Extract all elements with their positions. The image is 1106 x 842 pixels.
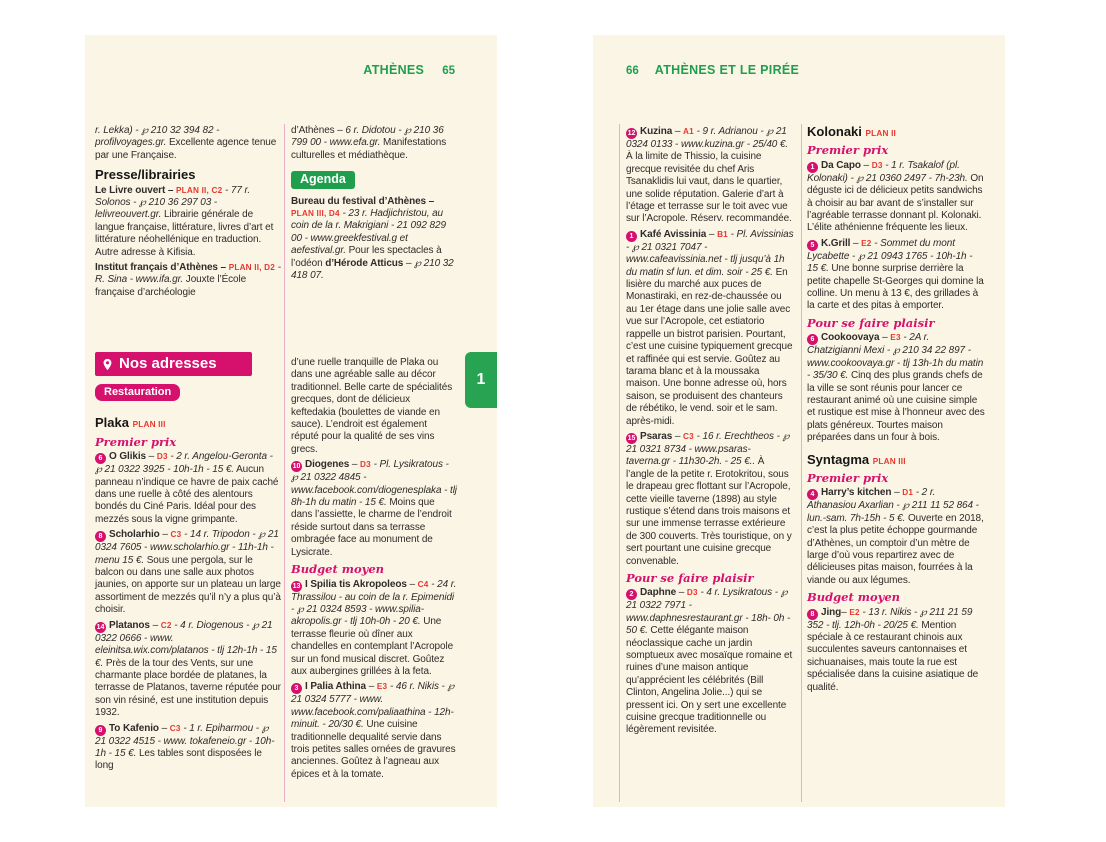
listing-text: Une cuisine traditionnelle dequalité servie dans trois petites salles ornées de gravures anciennes. Goûtez à l’agneau aux épices et à la tomate. — [291, 719, 456, 780]
price-category-heading: Budget moyen — [807, 590, 900, 605]
paragraph — [95, 262, 281, 299]
listing-details: - 2A r. Chatzigianni Mexi - ℘ 210 34 22 897 - www.cookoovaya.gr - tlj 13h-1h du matin - 35/30 €. — [807, 332, 984, 382]
listing-text: – — [403, 257, 415, 269]
plan-reference: C3 — [170, 530, 182, 540]
listing-text: d’une ruelle tranquille de Plaka ou dans une agréable salle au décor traditionnel. Belle carte de spécialités grecques, dont de délicieux keftedakia (boulettes de viande en sauce). L’endroit est également réputé pour la qualité de ses vins grecs. — [291, 357, 453, 455]
listing-details: - 2 r. Athanasiou Axarlian - ℘ 211 11 52 864 - lun.-sam. 7h-15h - 5 €. — [807, 487, 979, 524]
listing-text: On déguste ici de délicieux petits sandwichs à choisir au bar avant de s’installer sur l’agréable terrasse donnant pl. Kolonaki. L’élite athénienne fréquente les lieux. — [807, 172, 984, 234]
plan-reference: D3 — [360, 460, 371, 470]
plan-reference: C2 — [160, 620, 172, 630]
listing-name: Kafé Avissinia — [640, 228, 707, 240]
map-marker-badge: 8 — [95, 531, 106, 542]
map-marker-badge: 4 — [807, 489, 818, 500]
running-header — [626, 61, 799, 79]
page-title: ATHÈNES — [363, 63, 425, 77]
listing-text: – — [706, 228, 718, 240]
listing-details: - 24 r. Thrassilou - au coin de la r. Epimenidi - ℘ 21 0324 8593 - www.spilia-akropolis.gr - tlj 10h-0h - 20 €. — [291, 578, 457, 628]
listing-name: Jing — [821, 606, 842, 618]
price-category-heading: Premier prix — [95, 434, 177, 449]
listing-name: Le Livre ouvert – — [95, 184, 177, 196]
agenda-box: Agenda — [291, 171, 355, 188]
listing-text: – — [406, 578, 418, 590]
plan-reference: PLAN II, D2 — [228, 263, 276, 273]
district-heading — [95, 417, 281, 431]
plan-reference: PLAN II — [865, 129, 897, 138]
listing-text: Excellente agence tenue par une Française. — [95, 137, 277, 161]
listing-details: - 2 r. Angelou-Geronta - ℘ 21 0322 3925 - 10h-1h - 15 €. — [95, 451, 273, 476]
listing-text: – — [850, 237, 862, 249]
map-marker-badge: 15 — [627, 434, 636, 442]
listing-details: - 14 r. Tripodon - ℘ 21 0324 7605 - www.scholarhio.gr - 11h-1h - menu 15 €. — [95, 529, 279, 566]
category-pill: Restauration — [95, 384, 180, 401]
price-category-heading: Premier prix — [807, 470, 889, 485]
map-marker-badge: 6 — [807, 334, 818, 345]
paragraph — [291, 125, 457, 162]
listing-name: O Glikis — [109, 451, 146, 463]
listing-text: Pour les spectacles à l’odéon — [291, 245, 442, 269]
plan-reference: PLAN III — [132, 420, 166, 430]
listing-text: À l’angle de la petite r. Erotokritou, sous le drapeau grec flottant sur l’Acropole, cette vieille taverne (1898) au style rustique s’étend dans trois maisons et sur une immense terrasse extérieure de 300 couverts. Très touristique, on y sert pourtant une cuisine grecque convenable. — [626, 456, 792, 567]
map-marker-badge: 14 — [96, 623, 105, 631]
listing-item — [95, 620, 281, 720]
listing-text: Librairie générale de langue française, littérature, livres d’art et littérature néohellénique en traduction. Autre adresse à Kifisia. — [95, 209, 274, 258]
listing-name: Daphne — [640, 587, 677, 599]
listing-item — [95, 723, 281, 773]
listing-details: - 16 r. Erechtheos - ℘ 21 0321 8734 - www.psaras-taverna.gr - 11h30-2h. - 25 €.. — [626, 430, 790, 468]
listing-text: – — [158, 722, 170, 734]
map-marker-badge: 6 — [95, 453, 106, 464]
map-marker-badge: 1 — [626, 231, 637, 242]
price-category-heading: Budget moyen — [291, 562, 384, 577]
listing-text: – — [672, 126, 684, 137]
listing-details: - 9 r. Adrianou - ℘ 21 0324 0133 - www.kuzina.gr - 25/40 €. — [626, 126, 789, 150]
page-number: 66 — [626, 65, 639, 77]
listing-text: Les tables sont disposées le long — [95, 747, 262, 772]
listing-text: Sous une pergola, sur le balcon ou dans une salle aux photos jaunies, on apporte sur un plateau un large assortiment de mezzés qu’il n’y a plus qu’à choisir. — [95, 554, 281, 616]
listing-text: – — [149, 619, 161, 631]
listing-name: Kuzina — [640, 126, 673, 137]
text-column — [291, 357, 457, 784]
listing-item — [626, 126, 794, 226]
listing-name: Bureau du festival d’Athènes – — [291, 195, 435, 207]
section-heading: Presse/librairies — [95, 167, 196, 183]
listing-name: Harry’s kitchen — [821, 487, 892, 499]
map-marker-badge: 9 — [95, 725, 106, 736]
map-marker-badge: 13 — [292, 582, 301, 590]
paragraph — [291, 196, 457, 283]
district-heading — [807, 451, 985, 468]
plan-reference: PLAN III — [872, 456, 906, 466]
plan-reference: PLAN III, D4 — [291, 209, 340, 219]
listing-details: - 46 r. Nikis - ℘ 21 0324 5777 - www. www.facebook.com/paliaathina - 12h-minuit. - 20/30 €. — [291, 681, 455, 731]
listing-details: - Sommet du mont Lycabette - ℘ 21 0943 1765 - 10h-1h - 15 €. — [807, 237, 973, 275]
banner-label: Nos adresses — [119, 354, 217, 372]
plan-reference: D3 — [871, 160, 883, 170]
listing-name: Institut français d’Athènes – — [95, 262, 229, 274]
chapter-number: 1 — [476, 371, 486, 388]
listing-name: Cookoovaya — [821, 332, 880, 344]
plan-reference: E2 — [849, 607, 860, 617]
listing-text: Ouverte en 2018, c’est la plus petite échoppe gourmande d’Athènes, un comptoir d’un mètre de large d’où vous repartirez avec de délicieuses pitas maison, fourrées à la viande ou aux légumes. — [807, 512, 984, 586]
listing-item — [807, 160, 985, 235]
listing-text: – — [860, 159, 872, 171]
plan-reference: A1 — [683, 127, 694, 136]
map-marker-badge: 5 — [807, 240, 818, 251]
listing-details: - 4 r. Diogenous - ℘ 21 0322 0666 - www. eleinitsa.wix.com/platanos - tlj 12h-1h - 15 €. — [95, 619, 277, 669]
listing-text: – — [366, 681, 377, 693]
listing-text: Près de la tour des Vents, sur une charmante place bordée de platanes, la terrasse de Platanos, taverne réputée pour son vin résiné, est une institution depuis 1932. — [95, 657, 281, 719]
listing-item — [626, 431, 794, 568]
listing-name: Syntagma — [807, 451, 873, 467]
district-heading — [807, 126, 985, 140]
map-marker-badge: 3 — [291, 683, 302, 694]
map-marker-badge: 1 — [807, 162, 818, 173]
page-title: ATHÈNES ET LE PIRÉE — [654, 63, 800, 77]
listing-name: K.Grill — [821, 237, 851, 249]
listing-text: – — [159, 529, 171, 541]
text-column — [95, 352, 281, 776]
listing-name: Plaka — [95, 415, 133, 431]
listing-details: - 4 r. Lysikratous - ℘ 21 0322 7971 - www.daphnesrestaurant.gr - 18h- 0h - 50 €. — [626, 587, 791, 637]
listing-name: Diogenes — [305, 459, 350, 471]
column-divider-line — [619, 124, 620, 802]
text-column — [291, 125, 457, 285]
listing-details: - R. Sina - www.ifa.gr. — [95, 262, 281, 286]
map-marker-badge: 2 — [626, 589, 637, 600]
plan-reference: D3 — [156, 452, 168, 462]
listing-text: Mention spéciale à ce restaurant chinois aux succulentes saveurs cantonnaises et sichuanaises, mais toute la rue est spécialisée dans la cuisine asiatique de qualité. — [807, 619, 979, 693]
listing-item — [807, 607, 985, 694]
pill-row — [95, 384, 281, 408]
listing-text: À la limite de Thissio, la cuisine grecque revisitée du chef Aris Tsanaklidis lui vaut, dans le quartier, une solide réputation. Galerie d’art à l’étage et terrasse sur le toit avec vue sur l’Acropole. Réserv. recommandée. — [626, 151, 792, 225]
listing-text: Une terrasse fleurie où dîner aux chandelles en contemplant l’Acropole sur un fond musical discret. Goûtez aux aubergines grillées à la feta. — [291, 616, 454, 677]
paragraph — [291, 357, 457, 456]
plan-reference: B1 — [717, 229, 728, 239]
plan-reference: E3 — [890, 333, 901, 343]
listing-text: – — [891, 487, 903, 499]
listing-text: – — [672, 430, 684, 442]
listing-details: - 77 r. Solonos - ℘ 210 36 297 03 - lelivreouvert.gr. — [95, 184, 251, 221]
listing-name: I Palia Athina — [305, 681, 367, 693]
listing-details: - 1 r. Tsakalof (pl. Kolonaki) - ℘ 21 0360 2497 - 7h-23h. — [807, 159, 968, 184]
listing-item — [291, 681, 457, 781]
listing-text: – — [146, 451, 157, 463]
listing-text: Cinq des plus grands chefs de la ville se sont réunis pour lancer ce restaurant animé où une cuisine simple et rustique est mise à l’honneur avec des plats généreux. Tourtes maison préparées dans un four à bois. — [807, 370, 985, 444]
listing-details: r. Lekka) - ℘ 210 32 394 82 - profilvoyages.gr. — [95, 125, 220, 149]
listing-text: – — [841, 606, 850, 618]
listing-details: 6 r. Didotou - ℘ 210 36 799 00 - www.efa.gr. — [291, 125, 444, 149]
price-category-heading: Pour se faire plaisir — [807, 315, 935, 330]
plan-reference: PLAN II, C2 — [176, 185, 223, 195]
listing-name: Psaras — [640, 430, 673, 442]
plan-reference: C3 — [169, 723, 181, 733]
listing-item — [807, 238, 985, 313]
listing-text: Une bonne surprise derrière la petite chapelle St-Georges qui domine la colline. Un menu à 13 €, des grillades à la carte et des pitas à emporter. — [807, 263, 984, 312]
listing-item — [291, 459, 457, 559]
listing-name: Scholarhio — [109, 529, 160, 541]
column-divider-line — [801, 124, 802, 802]
listing-text: Cette élégante maison néoclassique cache un jardin somptueux avec mosaïque romaine et ruines d’une maison antique qu’apprécient les célébrités (Bill Clinton, Angelina Jolie...) qui se pressent ici. On y sert une excellente cuisine grecque traditionnelle ou légèrement revisitée. — [626, 625, 793, 736]
location-pin-icon — [101, 358, 114, 371]
listing-name: d’Hérode Atticus — [325, 257, 404, 269]
listing-item — [807, 332, 985, 444]
page-right — [593, 35, 1005, 807]
nos-adresses-banner — [95, 352, 252, 376]
running-header — [363, 61, 455, 79]
plan-reference: C3 — [683, 431, 694, 441]
listing-name: I Spilia tis Akropoleos — [305, 578, 407, 590]
chapter-thumb-tab — [465, 352, 497, 408]
plan-reference: D3 — [686, 588, 698, 598]
page-number: 65 — [442, 65, 455, 77]
listing-name: Kolonaki — [807, 124, 866, 139]
plan-reference: D1 — [902, 488, 914, 498]
listing-name: Platanos — [109, 619, 150, 631]
paragraph — [95, 185, 281, 259]
listing-name: To Kafenio — [109, 722, 159, 734]
listing-details: ℘ 210 32 418 07. — [291, 257, 454, 282]
plan-reference: C4 — [417, 579, 429, 589]
column-divider-line — [284, 124, 285, 802]
plan-reference: E2 — [861, 238, 872, 248]
listing-text: En lisière du marché aux puces de Monastiraki, en rez-de-chaussée ou au 1er étage dans une jolie salle avec vue sur l’Acropole, cet estiatorio rappelle un bistrot parisien. Pourtant, c’est une cuisine typiquement grecque et raffinée qui est servie. Goûtez au tarama blanc et à la moussaka maison. Une bonne adresse où, hors saison, se produisent des chanteurs de rébétiko, le vend. soir et le sam. après-midi. — [626, 266, 793, 427]
text-column — [626, 126, 794, 740]
listing-text: d’Athènes – — [291, 125, 346, 136]
map-marker-badge: 10 — [292, 463, 301, 471]
listing-details: - Pl. Lysikratous - ℘ 21 0322 4845 - www.facebook.com/diogenesplaka - tlj 8h-1h du matin - 15 €. — [291, 459, 457, 509]
page-left — [85, 35, 497, 807]
price-category-heading: Premier prix — [807, 143, 889, 158]
listing-details: - 13 r. Nikis - ℘ 211 21 59 352 - tlj. 12h-0h - 20/25 €. — [807, 606, 973, 631]
listing-text: – — [676, 587, 687, 599]
listing-item — [95, 529, 281, 616]
price-category-heading: Pour se faire plaisir — [626, 571, 754, 585]
text-column — [807, 126, 985, 697]
listing-text: Moins que dans l’assiette, le charme de l’endroit réside surtout dans sa terrasse ombragée face au monument de Lysicrate. — [291, 497, 452, 558]
text-column — [95, 125, 281, 302]
listing-details: - Pl. Avissinias - ℘ 21 0321 7047 - www.cafeavissinia.net - tlj jusqu’à 1h du matin sf lun. et dim. soir - 25 €. — [626, 228, 794, 278]
listing-item — [807, 487, 985, 587]
listing-item — [95, 451, 281, 526]
map-marker-badge: 8 — [807, 609, 818, 620]
listing-item — [626, 229, 794, 428]
map-marker-badge: 12 — [627, 130, 636, 137]
listing-text: Jouxte l’École française d’archéologie — [95, 274, 247, 298]
listing-item — [626, 587, 794, 736]
listing-details: - 1 r. Epiharmou - ℘ 21 0322 4515 - www. tokafeneio.gr - 10h-1h - 15 €. — [95, 722, 275, 759]
plan-reference: E3 — [376, 682, 388, 692]
listing-text: – — [349, 459, 361, 471]
listing-text: – — [879, 332, 891, 344]
listing-text: Aucun panneau n’indique ce havre de paix caché dans une ruelle à côté des alentours bondés du Ciné Paris. Idéal pour des mezzés sous la vigne grimpante. — [95, 464, 279, 525]
listing-name: Da Capo — [821, 159, 861, 171]
agenda-row — [291, 165, 457, 195]
listing-item — [291, 579, 457, 679]
paragraph — [95, 125, 281, 162]
listing-text: Manifestations culturelles et médiathèque. — [291, 137, 447, 161]
listing-details: - 23 r. Hadjichristou, au coin de la r. Makrigiani - 21 092 829 00 - www.greekfestival.g et aefestival.gr. — [291, 208, 446, 257]
